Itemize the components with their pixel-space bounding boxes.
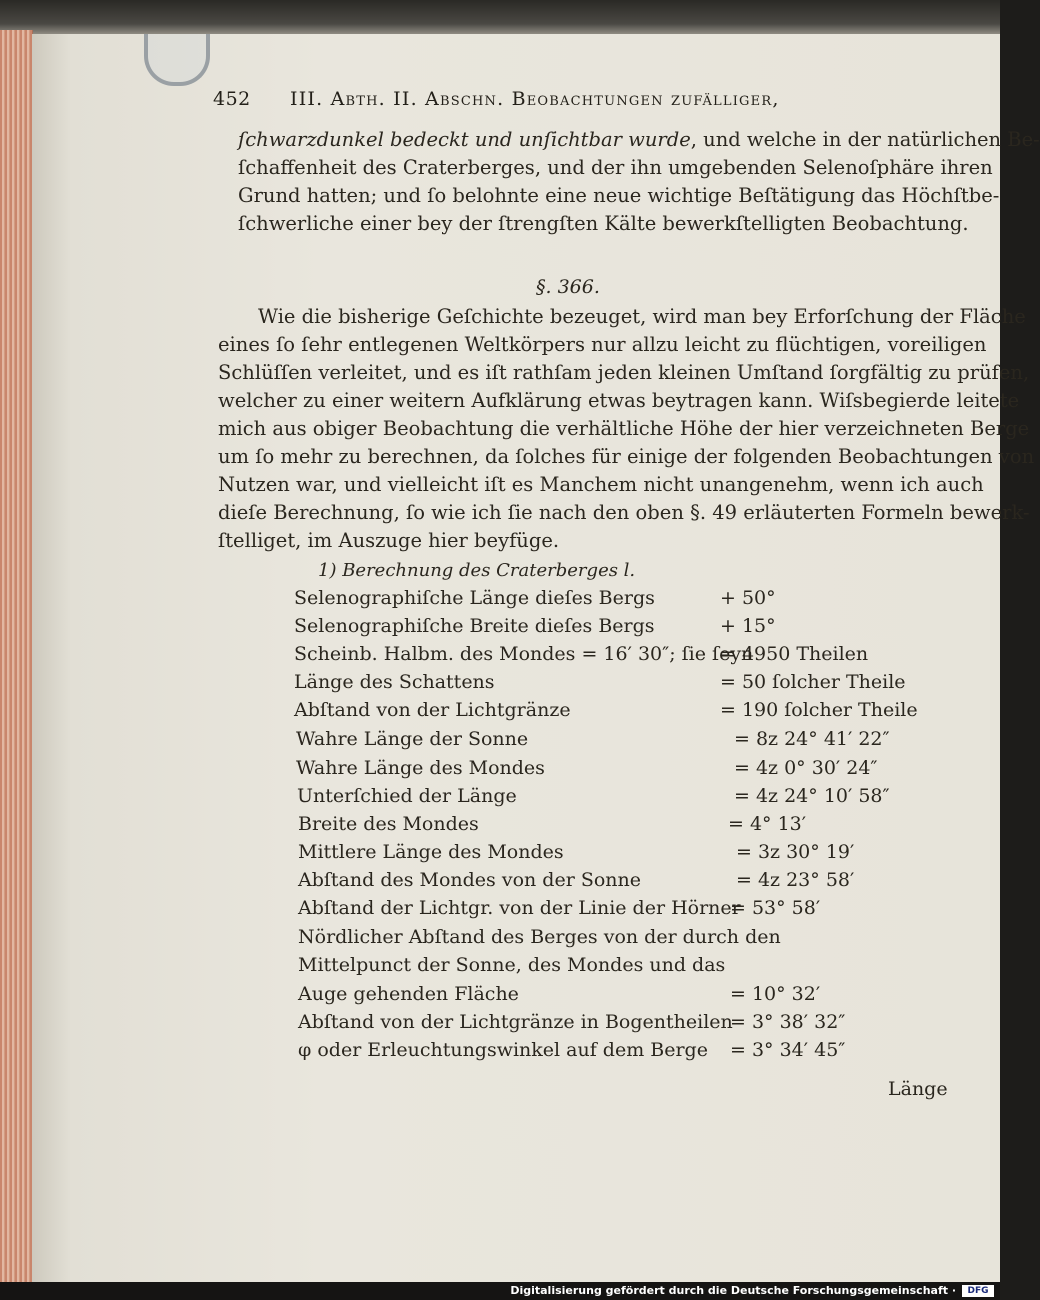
calc-row xyxy=(296,757,936,785)
calc-row xyxy=(294,699,934,727)
text-line: mich aus obiger Beobachtung die verhältliche Höhe der hier verzeichneten Berge xyxy=(218,417,1030,440)
text-line: Nutzen war, und vielleicht iſt es Manchem nicht unangenehm, wenn ich auch xyxy=(218,473,984,496)
calc-row xyxy=(298,813,938,841)
footer-bar xyxy=(0,1282,1000,1300)
calc-value: = 4° 13′ xyxy=(728,813,807,835)
text-line: um ſo mehr zu berechnen, da ſolches für einige der folgenden Beobachtungen von xyxy=(218,445,1035,468)
paper-clip xyxy=(144,34,210,86)
calc-label: Mittelpunct der Sonne, des Mondes und das xyxy=(298,954,726,976)
calc-row xyxy=(297,785,937,813)
calc-value: = 3z 30° 19′ xyxy=(736,841,855,863)
calc-label: Auge gehenden Fläche xyxy=(298,983,519,1005)
calc-label: Scheinb. Halbm. des Mondes = 16′ 30″; ſie ſeyn xyxy=(294,643,754,665)
calc-label: Länge des Schattens xyxy=(294,671,495,693)
calc-row xyxy=(298,869,938,897)
calc-value: = 3° 38′ 32″ xyxy=(730,1011,846,1033)
text-line: Schlüſſen verleitet, und es iſt rathſam jeden kleinen Umſtand ſorgfältig zu prüfen, xyxy=(218,361,1030,384)
calc-value: = 3° 34′ 45″ xyxy=(730,1039,846,1061)
calc-value: = 10° 32′ xyxy=(730,983,821,1005)
calc-row xyxy=(298,926,938,954)
section-number: §. 366. xyxy=(536,276,600,298)
calc-row xyxy=(298,897,938,925)
text-line: ſchwarzdunkel bedeckt und unſichtbar wurde, und welche in der natürlichen Be- xyxy=(238,128,1040,151)
running-header xyxy=(213,88,893,116)
calc-row xyxy=(298,1011,938,1039)
calc-value: = 8z 24° 41′ 22″ xyxy=(734,728,890,750)
calc-label: φ oder Erleuchtungswinkel auf dem Berge xyxy=(298,1039,708,1061)
calc-row xyxy=(298,983,938,1011)
calculation-heading: 1) Berechnung des Craterberges l. xyxy=(318,560,636,581)
calc-value: + 50° xyxy=(720,587,776,609)
calc-value: + 15° xyxy=(720,615,776,637)
calc-label: Mittlere Länge des Mondes xyxy=(298,841,564,863)
calc-label: Selenographiſche Breite dieſes Bergs xyxy=(294,615,655,637)
page-number: 452 xyxy=(213,88,251,110)
text-line: eines ſo ſehr entlegenen Weltkörpers nur allzu leicht zu flüchtigen, voreiligen xyxy=(218,333,987,356)
calc-row xyxy=(294,615,934,643)
calc-value: = 4z 0° 30′ 24″ xyxy=(734,757,878,779)
calc-value: = 53° 58′ xyxy=(730,897,821,919)
dfg-logo: DFG xyxy=(962,1285,994,1297)
calc-label: Nördlicher Abſtand des Berges von der durch den xyxy=(298,926,781,948)
book-fore-edge xyxy=(0,30,33,1282)
calc-label: Abſtand der Lichtgr. von der Linie der Hörner xyxy=(298,897,741,919)
text-line: Grund hatten; und ſo belohnte eine neue wichtige Beſtätigung das Höchſtbe- xyxy=(238,184,1000,207)
calc-label: Selenographiſche Länge dieſes Bergs xyxy=(294,587,655,609)
calc-label: Abſtand des Mondes von der Sonne xyxy=(298,869,641,891)
calc-label: Abſtand von der Lichtgränze xyxy=(294,699,571,721)
running-title: III. Abth. II. Abschn. Beobachtungen zufälliger, xyxy=(290,88,780,110)
calc-label: Wahre Länge der Sonne xyxy=(296,728,529,750)
calc-row xyxy=(298,1039,938,1067)
calc-value: = 4950 Theilen xyxy=(720,643,869,665)
text-line: Wie die bisherige Geſchichte bezeuget, wird man bey Erforſchung der Fläche xyxy=(258,305,1026,328)
text-line: dieſe Berechnung, ſo wie ich ſie nach den oben §. 49 erläuterten Formeln bewerk- xyxy=(218,501,1030,524)
calc-row xyxy=(298,954,938,982)
calc-value: = 190 ſolcher Theile xyxy=(720,699,918,721)
calc-label: Wahre Länge des Mondes xyxy=(296,757,545,779)
calc-label: Breite des Mondes xyxy=(298,813,479,835)
text-line: welcher zu einer weitern Aufklärung etwas beytragen kann. Wiſsbegierde leitete xyxy=(218,389,1020,412)
calc-row xyxy=(296,728,936,756)
calc-row xyxy=(298,841,938,869)
book-top-edge xyxy=(0,0,1000,34)
text-line: ſtelliget, im Auszuge hier beyfüge. xyxy=(218,529,560,552)
calc-label: Abſtand von der Lichtgränze in Bogentheilen xyxy=(298,1011,733,1033)
calc-label: Unterſchied der Länge xyxy=(297,785,517,807)
catchword: Länge xyxy=(888,1078,948,1100)
calc-value: = 4z 24° 10′ 58″ xyxy=(734,785,890,807)
calc-value: = 4z 23° 58′ xyxy=(736,869,855,891)
calc-row xyxy=(294,671,934,699)
text-line: ſchaffenheit des Craterberges, und der ihn umgebenden Selenoſphäre ihren xyxy=(238,156,993,179)
calc-row xyxy=(294,643,934,671)
calc-row xyxy=(294,587,934,615)
text-line: ſchwerliche einer bey der ſtrengſten Kälte bewerkſtelligten Beobachtung. xyxy=(238,212,969,235)
calc-value: = 50 ſolcher Theile xyxy=(720,671,906,693)
funding-note: Digitalisierung gefördert durch die Deutsche Forschungsgemeinschaft · xyxy=(510,1284,956,1297)
